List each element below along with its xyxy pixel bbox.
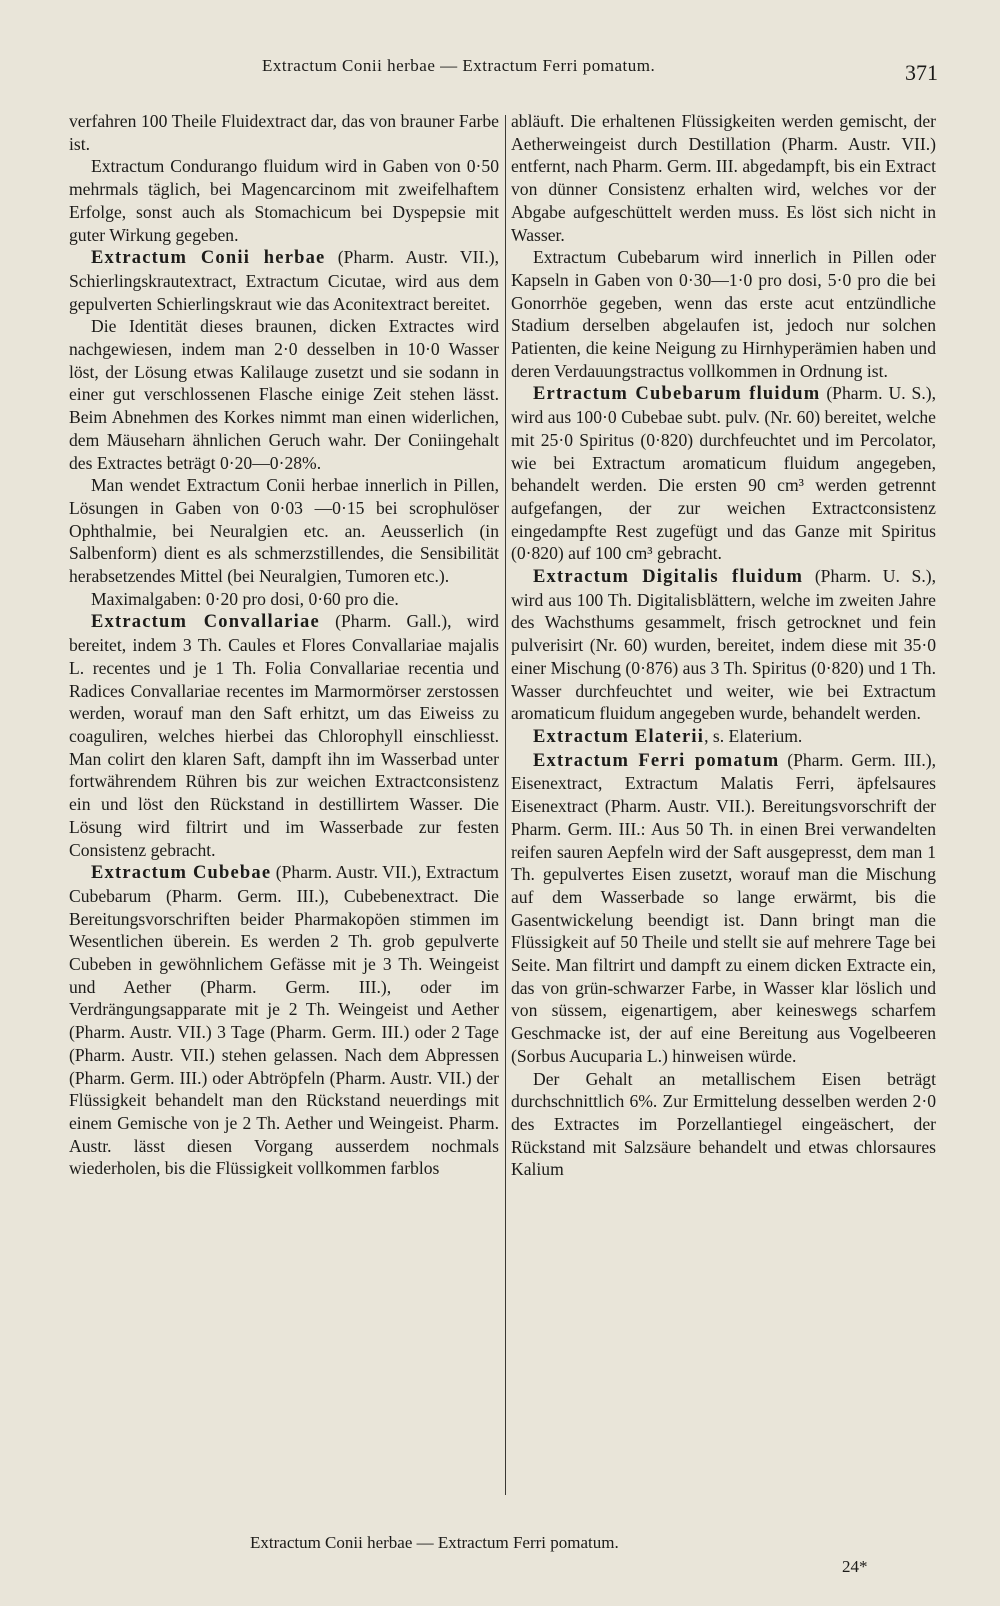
entry-heading: Extractum Cubebae xyxy=(91,863,272,884)
right-column xyxy=(511,110,936,1181)
entry-paragraph: Extractum Cubebae (Pharm. Austr. VII.), Extractum Cubebarum (Pharm. Germ. III.), Cubebenextract. Die Bereitungsvorschriften beider Pharmakopöen stimmen im Wesentlichen überein. Es werden 2 Th. grob gepulverte Cubeben in gewöhnlichem Gefässe mit je 3 Th. Weingeist und Aether (Pharm. Germ. III.), oder im Verdrängungsapparate mit je 2 Th. Weingeist und Aether (Pharm. Austr. VII.) 3 Tage (Pharm. Germ. III.) oder 2 Tage (Pharm. Austr. VII.) stehen gelassen. Nach dem Abpressen (Pharm. Germ. III.) oder Abtröpfeln (Pharm. Austr. VII.) der Flüssigkeit behandelt man den Rückstand neuerdings mit einem Gemische von je 2 Th. Aether und Weingeist. Pharm. Austr. lässt diesen Vorgang ausserdem nochmals wiederholen, bis die Flüssigkeit vollkommen farblos xyxy=(69,862,499,1179)
entry-heading: Extractum Conii herbae xyxy=(91,248,326,269)
running-head: Extractum Conii herbae — Extractum Ferri pomatum. xyxy=(262,56,656,75)
entry-paragraph: Extractum Ferri pomatum (Pharm. Germ. III.), Eisenextract, Extractum Malatis Ferri, äpfelsaures Eisenextract (Pharm. Austr. VII.). Bereitungsvorschrift der Pharm. Germ. III.: Aus 50 Th. in einen Brei verwandelten reifen sauren Aepfeln wird der Saft ausgepresst, dem man 1 Th. gepulvertes Eisen zusetzt, worauf man die Mischung auf dem Wasserbade so lange erwärmt, bis die Gasentwickelung beendigt ist. Dann bringt man die Flüssigkeit auf 50 Theile und stellt sie auf mehrere Tage bei Seite. Man filtrirt und dampft zu einem dicken Extracte ein, das von grün-schwarzer Farbe, in Wasser klar löslich und von süssem, eigenartigem, aber keineswegs scharfem Geschmacke ist, der auf eine Bereitung aus Vogelbeeren (Sorbus Aucuparia L.) hinweisen würde. xyxy=(511,749,936,1066)
entry-heading: Ertractum Cubebarum fluidum xyxy=(533,384,821,405)
paragraph: Man wendet Extractum Conii herbae innerlich in Pillen, Lösungen in Gaben von 0·03 —0·15 bei scrophulöser Ophthalmie, bei Neuralgien etc. an. Aeusserlich (in Salbenform) dient es als schmerzstillendes, die Sensibilität herabsetzendes Mittel (bei Neuralgien, Tumoren etc.). xyxy=(69,475,499,587)
entry-paragraph: Extractum Elaterii, s. Elaterium. xyxy=(533,725,803,747)
entry-heading: Extractum Elaterii xyxy=(533,726,705,747)
paragraph: Die Identität dieses braunen, dicken Extractes wird nachgewiesen, indem man 2·0 desselben in 10·0 Wasser löst, der Lösung etwas Kalilauge zusetzt und sie sodann in einer gut verschlossenen Flasche einige Zeit stehen lässt. Beim Abnehmen des Korkes nimmt man einen widerlichen, dem Mäuseharn ähnlichen Geruch wahr. Der Coniingehalt des Extractes beträgt 0·20—0·28%. xyxy=(69,316,499,473)
entry-heading: Extractum Digitalis fluidum xyxy=(533,567,804,588)
entry-paragraph: Ertractum Cubebarum fluidum (Pharm. U. S.), wird aus 100·0 Cubebae subt. pulv. (Nr. 60) bereitet, welche mit 25·0 Spiritus (0·820) durchfeuchtet und im Percolator, wie bei Extractum aromaticum fluidum angegeben, behandelt werden. Die ersten 90 cm³ werden getrennt aufgefangen, der zur weichen Extractconsistenz eingedampfte Rest zugefügt und das Ganze mit Spiritus (0·820) auf 100 cm³ gebracht. xyxy=(511,383,936,564)
entry-paragraph: Extractum Digitalis fluidum (Pharm. U. S.), wird aus 100 Th. Digitalisblättern, welche im zweiten Jahre des Wachsthums gesammelt, frisch getrocknet und fein pulverisirt (Nr. 60) wurden, bereitet, indem diese mit 35·0 einer Mischung (0·876) aus 3 Th. Spiritus (0·820) und 1 Th. Wasser durchfeuchtet und weiter, wie bei Extractum aromaticum fluidum angegeben wurde, behandelt werden. xyxy=(511,566,937,724)
paragraph: verfahren 100 Theile Fluidextract dar, das von brauner Farbe ist. xyxy=(69,111,499,154)
entry-paragraph: Extractum Convallariae (Pharm. Gall.), wird bereitet, indem 3 Th. Caules et Flores Convallariae majalis L. recentes und je 1 Th. Folia Convallariae recentia und Radices Convallariae recentes im Marmormörser zerstossen werden, worauf man den Saft erhitzt, um das Eiweiss zu coaguliren, welches hierbei das Chlorophyll einschliesst. Man colirt den klaren Saft, dampft ihn im Wasserbad unter fortwährendem Rühren bis zur weichen Extractconsistenz ein und löst den Rückstand in destillirtem Wasser. Die Lösung wird filtrirt und im Wasserbade zur festen Consistenz gebracht. xyxy=(69,611,499,860)
entry-heading: Extractum Ferri pomatum xyxy=(533,750,780,771)
column-divider xyxy=(505,115,506,1495)
paragraph: Extractum Condurango fluidum wird in Gaben von 0·50 mehrmals täglich, bei Magencarcinom mit zweifelhaftem Erfolge, sonst auch als Stomachicum bei Dyspepsie mit guter Wirkung gegeben. xyxy=(69,156,499,245)
paragraph: Maximalgaben: 0·20 pro dosi, 0·60 pro die. xyxy=(91,588,399,609)
signature-mark: 24* xyxy=(842,1557,868,1576)
left-column xyxy=(69,110,499,1180)
entry-heading: Extractum Convallariae xyxy=(91,612,320,633)
footer-title: Extractum Conii herbae — Extractum Ferri pomatum. xyxy=(250,1533,619,1552)
paragraph: Der Gehalt an metallischem Eisen beträgt durchschnittlich 6%. Zur Ermittelung desselben werden 2·0 des Extractes im Porzellantiegel eingeäschert, der Rückstand mit Salzsäure behandelt und etwas chlorsaures Kalium xyxy=(511,1068,936,1180)
entry-paragraph: Extractum Conii herbae (Pharm. Austr. VII.), Schierlingskrautextract, Extractum Cicutae, wird aus dem gepulverten Schierlingskraut wie das Aconitextract bereitet. xyxy=(69,247,500,314)
paragraph: Extractum Cubebarum wird innerlich in Pillen oder Kapseln in Gaben von 0·30—1·0 pro dosi, 5·0 pro die bei Gonorrhöe gegeben, wenn das erste acut entzündliche Stadium derselben abgelaufen ist, jedoch nur solchen Patienten, die keine Neigung zu Hirnhyperämien haben und deren Verdauungstractus vollkommen in Ordnung ist. xyxy=(511,247,936,381)
paragraph: abläuft. Die erhaltenen Flüssigkeiten werden gemischt, der Aetherweingeist durch Destillation (Pharm. Austr. VII.) entfernt, nach Pharm. Germ. III. abgedampft, bis ein Extract von dünner Consistenz erhalten wird, welches vor der Abgabe aufgeschüttelt werden muss. Es löst sich nicht in Wasser. xyxy=(511,111,936,245)
page-number: 371 xyxy=(905,60,938,85)
